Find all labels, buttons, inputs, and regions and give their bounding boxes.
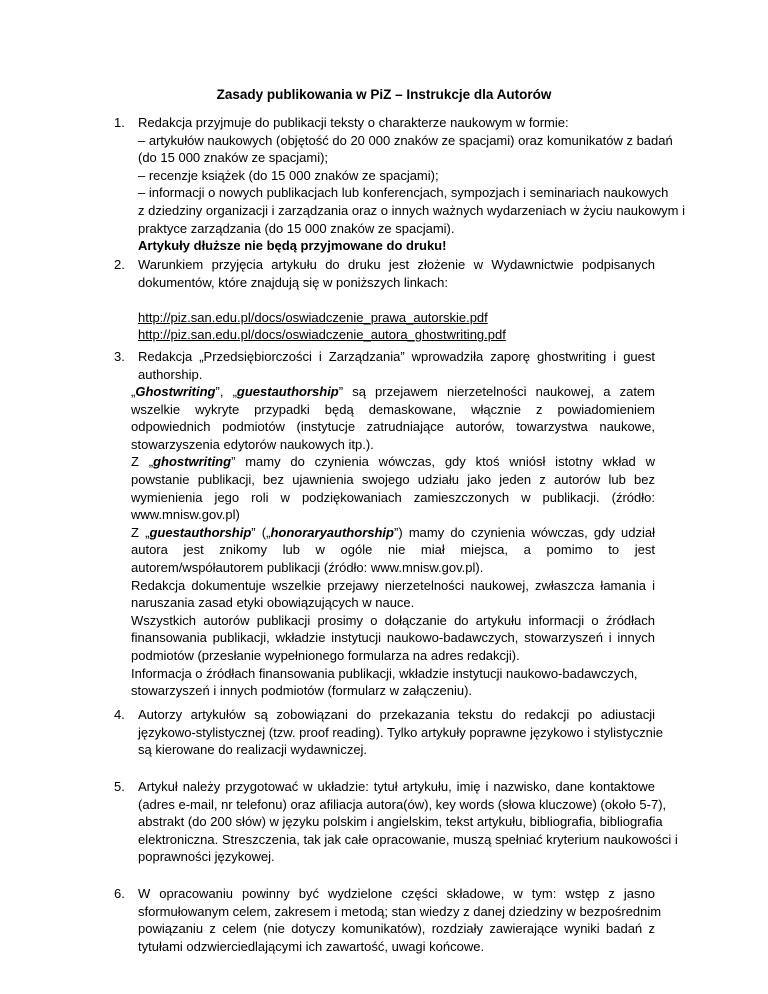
text-line: podmiotów (przesłanie wypełnionego formularza na adres redakcji).: [131, 647, 520, 663]
text-line: dokumentów, które znajdują się w poniższych linkach:: [138, 274, 448, 290]
text-line: stowarzyszeń i innych podmiotów (formularz w załączeniu).: [131, 683, 473, 699]
section-number: 5.: [114, 779, 125, 794]
text-line: finansowania publikacji, wkładzie instytucji naukowo-badawczych, stowarzyszeń i innych: [131, 630, 655, 646]
section-6: [114, 885, 662, 955]
text-line: Warunkiem przyjęcia artykułu do druku jest złożenie w Wydawnictwie podpisanych: [138, 257, 655, 272]
text-line: powiązaniu z celem (nie dotyczy komunikatów), rozdziały zawierające wyniki badań z: [138, 921, 655, 937]
text-line: językowo-stylistycznej (tzw. proof reading). Tylko artykuły poprawne językowo i stylistycznie: [138, 724, 664, 740]
text-line: „Ghostwriting”, „guestauthorship” są przejawem nierzetelności naukowej, a zatem: [131, 384, 655, 399]
term-ghostwriting: ghostwriting: [153, 454, 232, 470]
text-line: z dziedziny organizacji i zarządzania oraz o innych ważnych wydarzeniach w życiu naukowym i: [138, 202, 685, 218]
term-honoraryauthorship: honoraryauthorship: [270, 524, 394, 540]
text-line: Redakcja dokumentuje wszelkie przejawy nierzetelności naukowej, zwłaszcza łamania i: [131, 577, 655, 593]
text-line: poprawności językowej.: [138, 849, 275, 865]
section-2: [114, 256, 655, 344]
text-line: Informacja o źródłach finansowania publikacji, wkładzie instytucji naukowo-badawczych,: [131, 665, 638, 681]
text-line: (do 15 000 znaków ze spacjami);: [138, 150, 329, 166]
text-line: praktyce zarządzania (do 15 000 znaków ze spacjami).: [138, 220, 455, 236]
text-line: Autorzy artykułów są zobowiązani do przekazania tekstu do redakcji po adiustacji: [138, 707, 655, 722]
text-line: odpowiednich podmiotów (instytucje zatrudniające autorów, towarzystwa naukowe,: [131, 419, 655, 435]
section-number: 6.: [114, 886, 125, 901]
text-line: Artykuł należy przygotować w układzie: tytuł artykułu, imię i nazwisko, dane kontaktowe: [138, 779, 655, 794]
text-line: autorem/współautorem publikacji (źródło: www.mnisw.gov.pl).: [131, 559, 484, 575]
text-line: – artykułów naukowych (objętość do 20 000 znaków ze spacjami) oraz komunikatów z badań: [138, 132, 673, 148]
text-line: www.mnisw.gov.pl): [131, 507, 240, 523]
text-line: sformułowanym celem, zakresem i metodą; stan wiedzy z danej dziedziny w bezpośrednim: [138, 903, 662, 919]
text-line: – informacji o nowych publikacjach lub konferencjach, sympozjach i seminariach naukowych: [138, 185, 669, 201]
text-line: Redakcja przyjmuje do publikacji teksty o charakterze naukowym w formie:: [138, 115, 569, 130]
section-3: [114, 348, 655, 383]
text-line: są kierowane do realizacji wydawniczej.: [138, 742, 368, 758]
text-line: naruszania zasad etyki obowiązujących w nauce.: [131, 595, 415, 611]
text-line: Z „ghostwriting” mamy do czynienia wówczas, gdy ktoś wniósł istotny wkład w: [131, 454, 655, 470]
text-line: wszelkie wykryte przypadki będą demaskowane, włącznie z powiadomieniem: [131, 401, 655, 417]
text-line: Redakcja „Przedsiębiorczości i Zarządzania” wprowadziła zaporę ghostwriting i guest: [138, 349, 655, 364]
text-line: stowarzyszenia edytorów naukowych itp.).: [131, 436, 374, 452]
section-number: 4.: [114, 707, 125, 722]
term-guestauthorship: guestauthorship: [149, 524, 252, 540]
link-ghostwriting-statement[interactable]: http://piz.san.edu.pl/docs/oswiadczenie_autora_ghostwriting.pdf: [138, 327, 506, 343]
section-number: 1.: [114, 115, 125, 130]
text-line: W opracowaniu powinny być wydzielone części składowe, w tym: wstęp z jasno: [138, 886, 655, 901]
section-1: [114, 114, 685, 255]
text-line: abstrakt (do 200 słów) w języku polskim i angielskim, tekst artykułu, bibliografia, bibliografia: [138, 814, 663, 830]
text-line: tytułami odzwierciedlającymi ich zawartość, uwagi końcowe.: [138, 938, 485, 954]
term-ghostwriting: Ghostwriting: [135, 384, 216, 399]
section-3-continued: [131, 383, 655, 700]
page-title: Zasady publikowania w PiZ – Instrukcje dla Autorów: [216, 87, 552, 102]
section-number: 2.: [114, 257, 125, 272]
text-line: powstanie publikacji, bez ujawnienia swojego udziału jako jeden z autorów lub bez: [131, 471, 655, 487]
text-line: authorship.: [138, 366, 203, 382]
text-line: Wszystkich autorów publikacji prosimy o dołączanie do artykułu informacji o źródłach: [131, 612, 655, 628]
section-5: [114, 778, 678, 866]
text-line: autora jest znikomy lub w ogóle nie miał miejsca, a pomimo to jest: [131, 542, 655, 558]
section-number: 3.: [114, 349, 125, 364]
warning-text: Artykuły dłuższe nie będą przyjmowane do druku!: [138, 238, 447, 254]
term-guestauthorship: guestauthorship: [236, 384, 339, 399]
text-line: – recenzje książek (do 15 000 znaków ze spacjami);: [138, 167, 439, 183]
text-line: Z „guestauthorship” („honoraryauthorship”) mamy do czynienia wówczas, gdy udział: [131, 524, 655, 540]
link-copyright-statement[interactable]: http://piz.san.edu.pl/docs/oswiadczenie_prawa_autorskie.pdf: [138, 309, 488, 325]
section-4: [114, 706, 664, 759]
text-line: elektroniczna. Streszczenia, tak jak całe opracowanie, muszą spełniać kryterium naukowości i: [138, 831, 678, 847]
text-line: (adres e-mail, nr telefonu) oraz afiliacja autora(ów), key words (słowa kluczowe) (około 5-7),: [138, 796, 667, 812]
text-line: wymienienia jego roli w podziękowaniach zamieszczonych w publikacji. (źródło:: [131, 489, 655, 505]
